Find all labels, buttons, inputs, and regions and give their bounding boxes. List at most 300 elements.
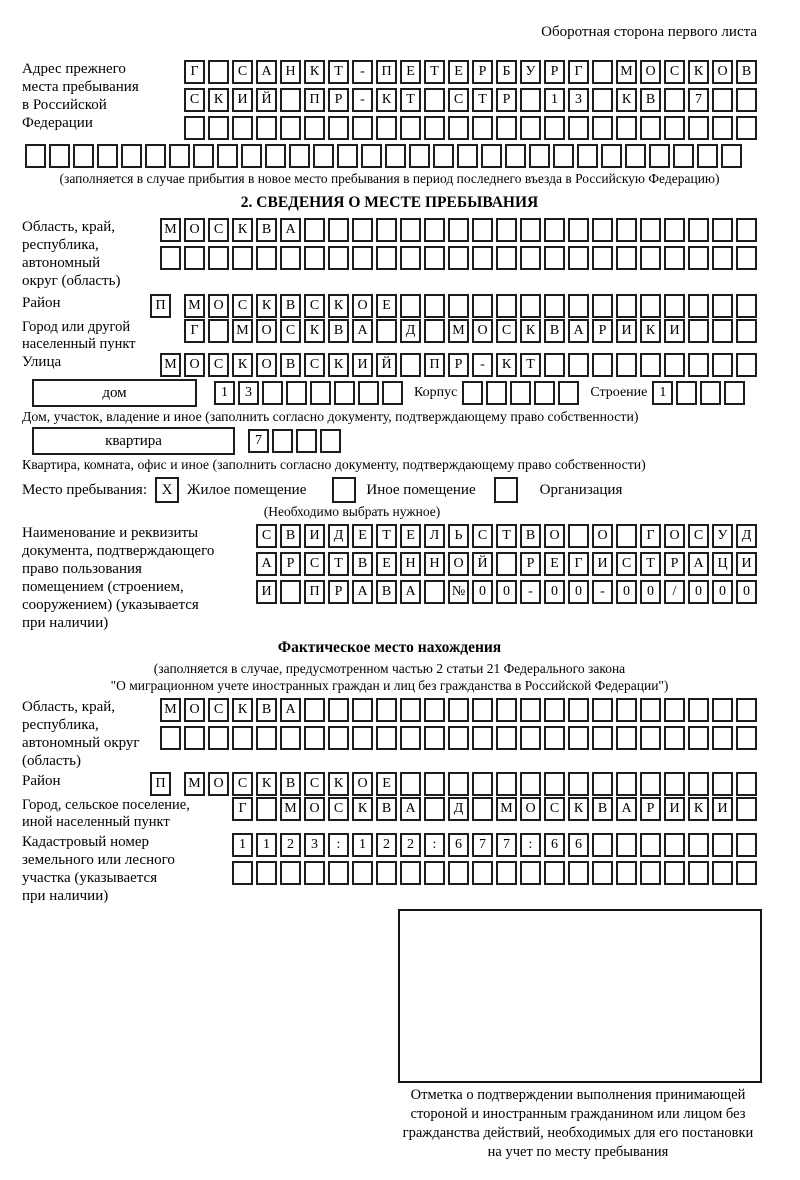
form-cell[interactable] [400,861,421,885]
form-cell[interactable]: Ь [448,524,469,548]
form-cell[interactable]: О [256,319,277,343]
form-cell[interactable]: К [256,294,277,318]
form-cell[interactable] [592,60,613,84]
form-cell[interactable]: 1 [652,381,673,405]
form-cell[interactable] [688,726,709,750]
form-cell[interactable]: К [616,88,637,112]
form-cell[interactable]: Г [640,524,661,548]
form-cell[interactable]: А [616,797,637,821]
form-cell[interactable] [496,552,517,576]
form-cell[interactable]: 3 [238,381,259,405]
form-cell[interactable] [352,726,373,750]
form-cell[interactable] [505,144,526,168]
form-cell[interactable] [400,726,421,750]
form-cell[interactable]: И [616,319,637,343]
form-cell[interactable] [328,698,349,722]
form-cell[interactable] [664,246,685,270]
form-cell[interactable]: Т [400,88,421,112]
form-cell[interactable] [400,772,421,796]
form-cell[interactable]: А [568,319,589,343]
form-cell[interactable]: В [736,60,757,84]
form-cell[interactable]: П [304,580,325,604]
form-cell[interactable] [712,353,733,377]
form-cell[interactable] [304,116,325,140]
form-cell[interactable] [208,319,229,343]
form-cell[interactable] [376,861,397,885]
form-cell[interactable]: 0 [712,580,733,604]
form-cell[interactable] [496,294,517,318]
form-cell[interactable]: О [208,772,229,796]
form-cell[interactable] [544,116,565,140]
form-cell[interactable]: А [400,797,421,821]
form-cell[interactable] [256,246,277,270]
form-cell[interactable]: - [352,60,373,84]
form-cell[interactable] [184,246,205,270]
form-cell[interactable]: Д [448,797,469,821]
form-cell[interactable]: 1 [352,833,373,857]
form-cell[interactable]: В [280,772,301,796]
form-cell[interactable] [462,381,483,405]
form-cell[interactable]: С [304,772,325,796]
form-cell[interactable] [424,319,445,343]
form-cell[interactable] [193,144,214,168]
form-cell[interactable] [712,698,733,722]
form-cell[interactable]: 2 [400,833,421,857]
form-cell[interactable] [640,294,661,318]
form-cell[interactable]: М [160,698,181,722]
form-cell[interactable] [625,144,646,168]
form-cell[interactable] [544,726,565,750]
form-cell[interactable]: К [328,772,349,796]
form-cell[interactable] [184,726,205,750]
form-cell[interactable] [448,861,469,885]
form-cell[interactable] [208,116,229,140]
form-cell[interactable]: В [376,580,397,604]
form-cell[interactable] [736,246,757,270]
form-cell[interactable]: С [208,698,229,722]
form-cell[interactable]: С [304,294,325,318]
form-cell[interactable]: С [256,524,277,548]
form-cell[interactable]: У [712,524,733,548]
form-cell[interactable] [289,144,310,168]
form-cell[interactable] [73,144,94,168]
form-cell[interactable]: М [184,294,205,318]
form-cell[interactable]: М [496,797,517,821]
form-cell[interactable] [673,144,694,168]
form-cell[interactable] [592,88,613,112]
form-cell[interactable] [265,144,286,168]
form-cell[interactable]: С [208,218,229,242]
form-cell[interactable]: 3 [304,833,325,857]
form-cell[interactable] [280,246,301,270]
form-cell[interactable]: Е [376,294,397,318]
form-cell[interactable]: А [400,580,421,604]
form-cell[interactable]: С [232,772,253,796]
checkbox-other-premise[interactable] [332,477,356,503]
form-cell[interactable] [448,726,469,750]
form-cell[interactable]: В [328,319,349,343]
form-cell[interactable] [544,294,565,318]
form-cell[interactable]: С [472,524,493,548]
checkbox-residential[interactable]: X [155,477,179,503]
form-cell[interactable]: С [496,319,517,343]
form-cell[interactable]: 0 [496,580,517,604]
form-cell[interactable]: К [688,797,709,821]
form-cell[interactable]: И [592,552,613,576]
form-cell[interactable]: А [352,580,373,604]
form-cell[interactable]: С [616,552,637,576]
form-cell[interactable]: Й [472,552,493,576]
form-cell[interactable]: А [256,60,277,84]
form-cell[interactable]: И [352,353,373,377]
form-cell[interactable] [616,353,637,377]
form-cell[interactable] [664,698,685,722]
form-cell[interactable] [688,116,709,140]
form-cell[interactable]: Р [472,60,493,84]
form-cell[interactable]: С [208,353,229,377]
form-cell[interactable] [592,116,613,140]
form-cell[interactable] [616,698,637,722]
form-cell[interactable]: Р [544,60,565,84]
form-cell[interactable]: Р [640,797,661,821]
form-cell[interactable] [688,294,709,318]
form-cell[interactable]: В [544,319,565,343]
form-cell[interactable]: А [280,218,301,242]
form-cell[interactable] [712,726,733,750]
form-cell[interactable] [496,246,517,270]
form-cell[interactable] [409,144,430,168]
form-cell[interactable]: О [640,60,661,84]
form-cell[interactable] [496,726,517,750]
form-cell[interactable] [424,246,445,270]
form-cell[interactable] [568,294,589,318]
form-cell[interactable]: К [496,353,517,377]
form-cell[interactable] [217,144,238,168]
form-cell[interactable]: : [424,833,445,857]
form-cell[interactable]: К [232,698,253,722]
form-cell[interactable] [568,524,589,548]
form-cell[interactable]: А [688,552,709,576]
form-cell[interactable] [736,861,757,885]
form-cell[interactable] [280,580,301,604]
form-cell[interactable] [280,116,301,140]
form-cell[interactable]: В [280,294,301,318]
form-cell[interactable] [280,88,301,112]
form-cell[interactable] [304,218,325,242]
form-cell[interactable]: В [520,524,541,548]
form-cell[interactable] [568,698,589,722]
form-cell[interactable] [616,726,637,750]
form-cell[interactable] [328,246,349,270]
form-cell[interactable] [520,246,541,270]
form-cell[interactable]: 0 [688,580,709,604]
form-cell[interactable] [352,861,373,885]
form-cell[interactable] [616,772,637,796]
form-cell[interactable] [688,861,709,885]
form-cell[interactable]: 1 [214,381,235,405]
form-cell[interactable]: В [640,88,661,112]
form-cell[interactable] [592,726,613,750]
form-cell[interactable] [472,698,493,722]
form-cell[interactable]: Р [664,552,685,576]
form-cell[interactable] [558,381,579,405]
form-cell[interactable]: 6 [448,833,469,857]
form-cell[interactable] [352,698,373,722]
form-cell[interactable] [688,698,709,722]
form-cell[interactable] [520,116,541,140]
form-cell[interactable] [577,144,598,168]
form-cell[interactable] [544,698,565,722]
form-cell[interactable] [376,726,397,750]
form-cell[interactable] [160,726,181,750]
form-cell[interactable] [616,246,637,270]
form-cell[interactable]: К [328,294,349,318]
form-cell[interactable] [232,116,253,140]
form-cell[interactable] [169,144,190,168]
form-cell[interactable]: 3 [568,88,589,112]
form-cell[interactable] [256,726,277,750]
form-cell[interactable]: Г [232,797,253,821]
form-cell[interactable]: П [150,294,171,318]
form-cell[interactable] [712,772,733,796]
form-cell[interactable] [400,294,421,318]
form-cell[interactable]: Д [328,524,349,548]
form-cell[interactable] [328,861,349,885]
form-cell[interactable] [472,797,493,821]
form-cell[interactable] [640,698,661,722]
form-cell[interactable] [664,772,685,796]
form-cell[interactable] [496,218,517,242]
form-cell[interactable]: Е [400,524,421,548]
form-cell[interactable] [280,726,301,750]
form-cell[interactable] [592,833,613,857]
form-cell[interactable] [400,353,421,377]
form-cell[interactable] [592,353,613,377]
form-cell[interactable] [676,381,697,405]
form-cell[interactable] [496,772,517,796]
form-cell[interactable] [424,580,445,604]
form-cell[interactable] [520,294,541,318]
form-cell[interactable]: Е [352,524,373,548]
form-cell[interactable] [25,144,46,168]
form-cell[interactable] [320,429,341,453]
form-cell[interactable] [640,726,661,750]
form-cell[interactable] [712,319,733,343]
form-cell[interactable]: И [736,552,757,576]
form-cell[interactable]: - [472,353,493,377]
form-cell[interactable] [352,116,373,140]
form-cell[interactable] [688,833,709,857]
form-cell[interactable] [496,861,517,885]
form-cell[interactable] [616,833,637,857]
form-cell[interactable]: 0 [616,580,637,604]
form-cell[interactable] [160,246,181,270]
form-cell[interactable]: С [232,294,253,318]
form-cell[interactable] [424,218,445,242]
form-cell[interactable] [457,144,478,168]
form-cell[interactable] [544,218,565,242]
form-cell[interactable] [361,144,382,168]
form-cell[interactable] [520,861,541,885]
form-cell[interactable]: О [184,698,205,722]
form-cell[interactable]: В [256,218,277,242]
form-cell[interactable] [424,861,445,885]
form-cell[interactable]: 0 [544,580,565,604]
form-cell[interactable] [712,218,733,242]
form-cell[interactable] [310,381,331,405]
form-cell[interactable]: Т [424,60,445,84]
form-cell[interactable]: Л [424,524,445,548]
form-cell[interactable] [544,353,565,377]
form-cell[interactable] [262,381,283,405]
form-cell[interactable]: М [184,772,205,796]
form-cell[interactable]: О [712,60,733,84]
form-cell[interactable]: О [352,294,373,318]
form-cell[interactable]: 1 [256,833,277,857]
form-cell[interactable]: 0 [472,580,493,604]
form-cell[interactable] [496,116,517,140]
form-cell[interactable] [424,88,445,112]
form-cell[interactable] [592,861,613,885]
form-cell[interactable] [736,833,757,857]
form-cell[interactable]: Е [400,60,421,84]
form-cell[interactable] [256,797,277,821]
form-cell[interactable]: Р [592,319,613,343]
form-cell[interactable]: О [208,294,229,318]
form-cell[interactable]: К [688,60,709,84]
form-cell[interactable]: Е [448,60,469,84]
form-cell[interactable]: Д [400,319,421,343]
form-cell[interactable]: Р [448,353,469,377]
form-cell[interactable] [208,246,229,270]
form-cell[interactable]: 0 [568,580,589,604]
form-cell[interactable]: Н [424,552,445,576]
form-cell[interactable] [280,861,301,885]
form-cell[interactable]: П [304,88,325,112]
form-cell[interactable]: В [280,524,301,548]
form-cell[interactable] [553,144,574,168]
form-cell[interactable]: К [304,319,325,343]
form-cell[interactable]: И [664,797,685,821]
form-cell[interactable]: С [304,552,325,576]
form-cell[interactable] [376,319,397,343]
form-cell[interactable]: В [352,552,373,576]
form-cell[interactable]: М [448,319,469,343]
form-cell[interactable] [568,116,589,140]
form-cell[interactable] [337,144,358,168]
form-cell[interactable] [649,144,670,168]
form-cell[interactable] [601,144,622,168]
form-cell[interactable] [382,381,403,405]
checkbox-organization[interactable] [494,477,518,503]
form-cell[interactable] [640,861,661,885]
form-cell[interactable]: Г [184,60,205,84]
form-cell[interactable]: К [352,797,373,821]
form-cell[interactable]: К [256,772,277,796]
form-cell[interactable] [304,726,325,750]
form-cell[interactable]: О [352,772,373,796]
form-cell[interactable]: М [160,218,181,242]
form-cell[interactable]: С [448,88,469,112]
form-cell[interactable] [520,88,541,112]
form-cell[interactable]: С [688,524,709,548]
form-cell[interactable] [544,861,565,885]
form-cell[interactable] [424,772,445,796]
form-cell[interactable]: П [150,772,171,796]
form-cell[interactable] [272,429,293,453]
form-cell[interactable] [328,726,349,750]
form-cell[interactable] [640,833,661,857]
form-cell[interactable]: Т [496,524,517,548]
form-cell[interactable]: М [616,60,637,84]
form-cell[interactable]: О [256,353,277,377]
form-cell[interactable]: Т [520,353,541,377]
form-cell[interactable]: : [520,833,541,857]
form-cell[interactable]: Т [328,552,349,576]
form-cell[interactable]: А [352,319,373,343]
form-cell[interactable]: А [280,698,301,722]
form-cell[interactable] [736,88,757,112]
form-cell[interactable] [640,116,661,140]
form-cell[interactable] [313,144,334,168]
form-cell[interactable] [256,861,277,885]
form-cell[interactable]: О [520,797,541,821]
form-cell[interactable]: 0 [640,580,661,604]
form-cell[interactable] [736,726,757,750]
form-cell[interactable] [592,698,613,722]
form-cell[interactable]: Г [184,319,205,343]
form-cell[interactable] [400,218,421,242]
form-cell[interactable] [328,116,349,140]
form-cell[interactable]: Т [376,524,397,548]
form-cell[interactable]: М [280,797,301,821]
form-cell[interactable] [304,861,325,885]
form-cell[interactable]: 2 [376,833,397,857]
form-cell[interactable] [712,88,733,112]
form-cell[interactable] [712,861,733,885]
form-cell[interactable]: Б [496,60,517,84]
form-cell[interactable] [424,116,445,140]
form-cell[interactable]: О [184,218,205,242]
form-cell[interactable]: В [592,797,613,821]
form-cell[interactable] [448,698,469,722]
form-cell[interactable]: К [232,218,253,242]
form-cell[interactable]: 6 [568,833,589,857]
form-cell[interactable] [616,218,637,242]
form-cell[interactable]: 6 [544,833,565,857]
form-cell[interactable] [496,698,517,722]
form-cell[interactable] [486,381,507,405]
form-cell[interactable] [286,381,307,405]
form-cell[interactable] [664,726,685,750]
form-cell[interactable] [592,772,613,796]
form-cell[interactable] [568,726,589,750]
form-cell[interactable]: - [592,580,613,604]
form-cell[interactable] [334,381,355,405]
form-cell[interactable] [724,381,745,405]
form-cell[interactable] [400,246,421,270]
form-cell[interactable]: Е [544,552,565,576]
form-cell[interactable] [232,726,253,750]
form-cell[interactable]: К [568,797,589,821]
form-cell[interactable] [712,116,733,140]
form-cell[interactable] [592,294,613,318]
form-cell[interactable] [510,381,531,405]
form-cell[interactable]: 7 [472,833,493,857]
form-cell[interactable]: 7 [248,429,269,453]
form-cell[interactable]: Т [472,88,493,112]
form-cell[interactable] [232,861,253,885]
